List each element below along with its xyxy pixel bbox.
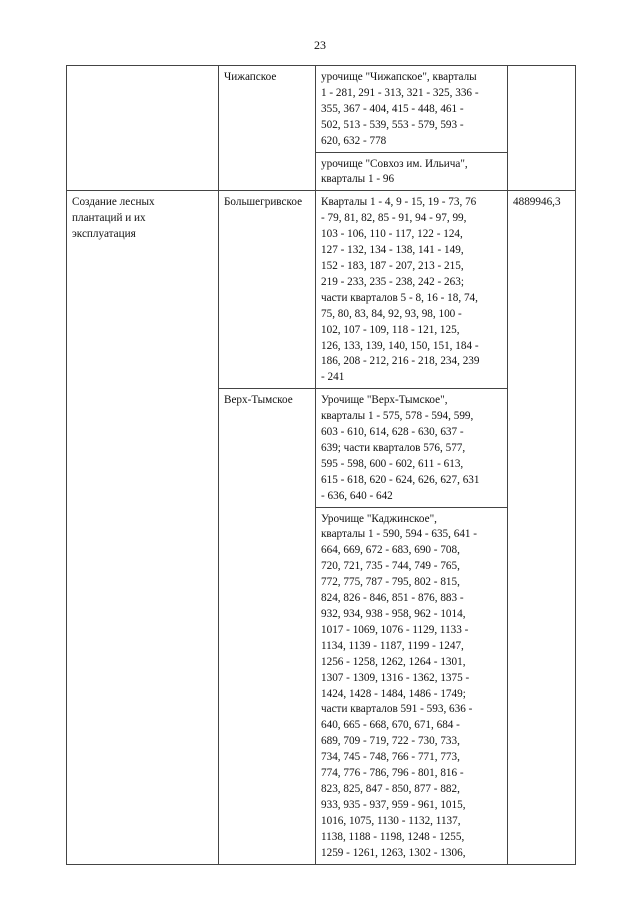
location-cell: урочище "Чижапское", кварталы 1 - 281, 291 - 313, 321 - 325, 336 - 355, 367 - 404, 415 - 448, 461 - 502, 513 - 539, 553 - 579, 593 - 620, 632 - 778 bbox=[316, 66, 508, 153]
table-row bbox=[67, 66, 576, 153]
location-cell: Урочище "Каджинское", кварталы 1 - 590, 594 - 635, 641 - 664, 669, 672 - 683, 690 - 708, 720, 721, 735 - 744, 749 - 765, 772, 775, 787 - 795, 802 - 815, 824, 826 - 846, 851 - 876, 883 - 932, 934, 938 - 958, 962 - 1014, 1017 - 1069, 1076 - 1129, 1133 - 1134, 1139 - 1187, 1199 - 1247, 1256 - 1258, 1262, 1264 - 1301, 1307 - 1309, 1316 - 1362, 1375 - 1424, 1428 - 1484, 1486 - 1749; части кварталов 591 - 593, 636 - 640, 665 - 668, 670, 671, 684 - 689, 709 - 719, 722 - 730, 733, 734, 745 - 748, 766 - 771, 773, 774, 776 - 786, 796 - 801, 816 - 823, 825, 847 - 850, 877 - 882, 933, 935 - 937, 959 - 961, 1015, 1016, 1075, 1130 - 1132, 1137, 1138, 1188 - 1198, 1248 - 1255, 1259 - 1261, 1263, 1302 - 1306, bbox=[316, 507, 508, 864]
page-number: 23 bbox=[314, 38, 326, 52]
location-cell: Кварталы 1 - 4, 9 - 15, 19 - 73, 76 - 79, 81, 82, 85 - 91, 94 - 97, 99, 103 - 106, 110 - 117, 122 - 124, 127 - 132, 134 - 138, 141 - 149, 152 - 183, 187 - 207, 213 - 215, 219 - 233, 235 - 238, 242 - 263; части кварталов 5 - 8, 16 - 18, 74, 75, 80, 83, 84, 92, 93, 98, 100 - 102, 107 - 109, 118 - 121, 125, 126, 133, 139, 140, 150, 151, 184 - 186, 208 - 212, 216 - 218, 234, 239 - 241 bbox=[316, 191, 508, 389]
table-row bbox=[67, 191, 576, 389]
forestry-cell: Верх-Тымское bbox=[219, 389, 316, 864]
forest-areas-table bbox=[66, 65, 576, 865]
forestry-cell: Большегривское bbox=[219, 191, 316, 389]
purpose-cell bbox=[67, 66, 219, 191]
area-cell bbox=[508, 66, 576, 191]
forestry-cell: Чижапское bbox=[219, 66, 316, 191]
area-cell: 4889946,3 bbox=[508, 191, 576, 864]
purpose-cell: Создание лесных плантаций и их эксплуатация bbox=[67, 191, 219, 864]
location-cell: Урочище "Верх-Тымское", кварталы 1 - 575, 578 - 594, 599, 603 - 610, 614, 628 - 630, 637 - 639; части кварталов 576, 577, 595 - 598, 600 - 602, 611 - 613, 615 - 618, 620 - 624, 626, 627, 631 - 636, 640 - 642 bbox=[316, 389, 508, 507]
location-cell: урочище "Совхоз им. Ильича", кварталы 1 - 96 bbox=[316, 152, 508, 191]
